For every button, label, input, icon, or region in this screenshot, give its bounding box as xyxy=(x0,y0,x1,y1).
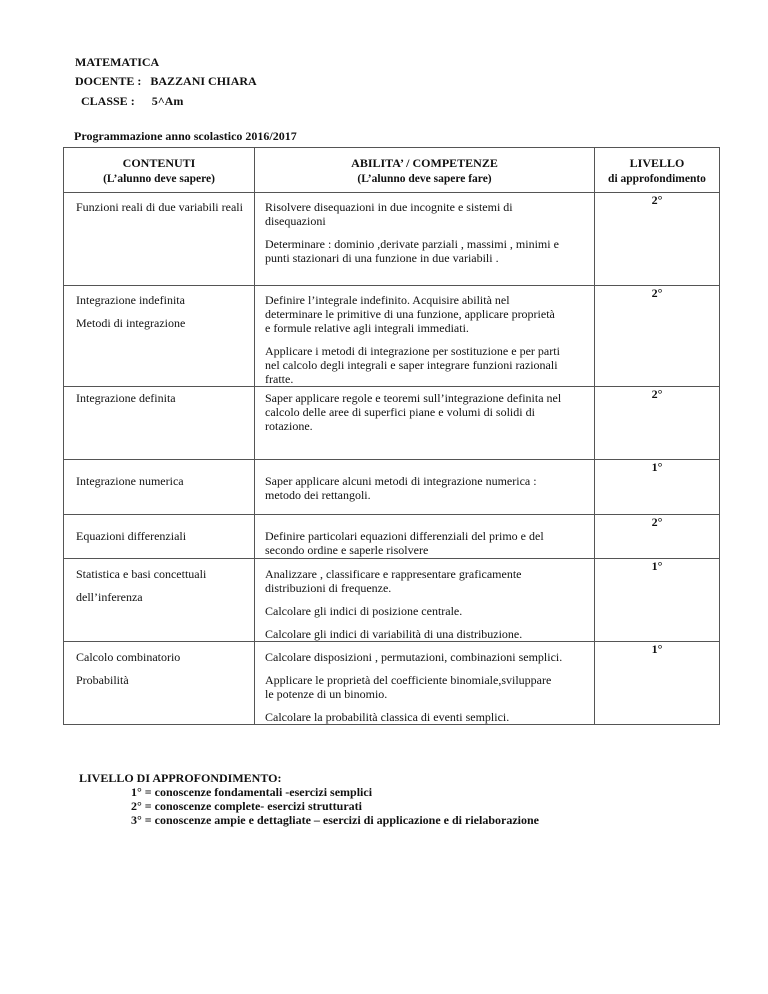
legend-item: 3° = conoscenze ampie e dettagliate – esercizi di applicazione e di rielaborazione xyxy=(131,813,539,827)
level-value: 2° xyxy=(651,387,663,401)
skill-line: fratte. xyxy=(265,372,294,386)
col-skills-title: ABILITA’ / COMPETENZE xyxy=(351,156,498,170)
skill-line: Calcolare disposizioni , permutazioni, combinazioni semplici. xyxy=(265,650,563,664)
skills-cell xyxy=(255,460,595,515)
col-skills-header xyxy=(255,148,595,193)
skill-paragraph xyxy=(265,710,584,724)
level-cell xyxy=(595,460,720,515)
skills-cell xyxy=(255,193,595,286)
skill-line: Calcolare la probabilità classica di eventi semplici. xyxy=(265,710,510,724)
contents-cell xyxy=(64,460,255,515)
skills-cell xyxy=(255,642,595,725)
subject-title: MATEMATICA xyxy=(75,55,160,69)
skill-paragraph xyxy=(265,529,584,557)
level-value: 1° xyxy=(651,642,663,656)
table-row xyxy=(64,286,720,387)
skill-line: nel calcolo degli integrali e saper integrare funzioni razionali xyxy=(265,358,558,372)
level-cell xyxy=(595,286,720,387)
skill-line: punti stazionari di una funzione in due variabili . xyxy=(265,251,499,265)
table-row xyxy=(64,193,720,286)
skill-line: Saper applicare alcuni metodi di integrazione numerica : xyxy=(265,474,537,488)
contents-cell xyxy=(64,559,255,642)
contents-cell xyxy=(64,193,255,286)
skill-line: metodo dei rettangoli. xyxy=(265,488,371,502)
col-level-title: LIVELLO xyxy=(629,156,685,170)
col-contents-title: CONTENUTI xyxy=(122,156,196,170)
skill-line: determinare le primitive di una funzione, applicare proprietà xyxy=(265,307,555,321)
class-line xyxy=(81,94,183,109)
level-value: 2° xyxy=(651,286,663,300)
skill-paragraph xyxy=(265,200,584,228)
content-item: Calcolo combinatorio xyxy=(76,650,181,664)
skill-line: Risolvere disequazioni in due incognite e sistemi di xyxy=(265,200,513,214)
program-table xyxy=(63,147,720,725)
skill-paragraph xyxy=(265,474,584,502)
skills-cell xyxy=(255,559,595,642)
level-cell xyxy=(595,642,720,725)
skill-line: Applicare le proprietà del coefficiente binomiale,sviluppare xyxy=(265,673,552,687)
skills-cell xyxy=(255,387,595,460)
skill-line: Definire l’integrale indefinito. Acquisire abilità nel xyxy=(265,293,510,307)
content-item: Integrazione indefinita xyxy=(76,293,185,307)
contents-cell xyxy=(64,387,255,460)
skill-paragraph xyxy=(265,650,584,664)
content-item: dell’inferenza xyxy=(76,590,143,604)
skill-line: rotazione. xyxy=(265,419,313,433)
skill-line: Saper applicare regole e teoremi sull’integrazione definita nel xyxy=(265,391,562,405)
col-level-subtitle: di approfondimento xyxy=(608,173,706,185)
level-cell xyxy=(595,387,720,460)
table-row xyxy=(64,559,720,642)
teacher-line xyxy=(75,74,257,89)
skill-line: Applicare i metodi di integrazione per sostituzione e per parti xyxy=(265,344,560,358)
skill-line: disequazioni xyxy=(265,214,326,228)
table-row xyxy=(64,642,720,725)
legend-item: 1° = conoscenze fondamentali -esercizi semplici xyxy=(131,785,373,799)
table-row xyxy=(64,387,720,460)
skill-line: distribuzioni di frequenze. xyxy=(265,581,392,595)
skill-line: Analizzare , classificare e rappresentare graficamente xyxy=(265,567,522,581)
skill-paragraph xyxy=(265,391,584,433)
level-cell xyxy=(595,515,720,559)
content-item: Integrazione numerica xyxy=(76,474,184,488)
col-contents-subtitle: (L’alunno deve sapere) xyxy=(103,173,215,185)
level-value: 1° xyxy=(651,460,663,474)
table-row xyxy=(64,460,720,515)
level-value: 2° xyxy=(651,515,663,529)
program-title: Programmazione anno scolastico 2016/2017 xyxy=(74,129,297,143)
contents-cell xyxy=(64,642,255,725)
level-value: 2° xyxy=(651,193,663,207)
skill-paragraph xyxy=(265,627,584,641)
class-label: CLASSE : xyxy=(81,94,135,108)
skill-line: calcolo delle aree di superfici piane e volumi di solidi di xyxy=(265,405,535,419)
table-header-row xyxy=(64,148,720,193)
content-item: Equazioni differenziali xyxy=(76,529,187,543)
level-legend xyxy=(79,771,539,827)
skill-paragraph xyxy=(265,237,584,265)
skill-paragraph xyxy=(265,293,584,335)
skill-line: Calcolare gli indici di variabilità di una distribuzione. xyxy=(265,627,523,641)
level-cell xyxy=(595,559,720,642)
level-cell xyxy=(595,193,720,286)
legend-item: 2° = conoscenze complete- esercizi strutturati xyxy=(131,799,362,813)
skills-cell xyxy=(255,286,595,387)
skill-paragraph xyxy=(265,673,584,701)
content-item: Integrazione definita xyxy=(76,391,176,405)
contents-cell xyxy=(64,515,255,559)
contents-cell xyxy=(64,286,255,387)
skill-line: Definire particolari equazioni differenziali del primo e del xyxy=(265,529,544,543)
content-item: Metodi di integrazione xyxy=(76,316,186,330)
skill-line: secondo ordine e saperle risolvere xyxy=(265,543,429,557)
table-row xyxy=(64,515,720,559)
legend-title: LIVELLO DI APPROFONDIMENTO: xyxy=(79,771,282,785)
teacher-name: BAZZANI CHIARA xyxy=(150,74,257,88)
col-skills-subtitle: (L’alunno deve sapere fare) xyxy=(357,173,492,185)
skill-paragraph xyxy=(265,567,584,595)
skill-paragraph xyxy=(265,604,584,618)
col-contents-header xyxy=(64,148,255,193)
class-value: 5^Am xyxy=(151,94,184,108)
content-item: Funzioni reali di due variabili reali xyxy=(76,200,243,214)
skill-line: Calcolare gli indici di posizione centrale. xyxy=(265,604,463,618)
teacher-label: DOCENTE : xyxy=(75,74,142,88)
skill-line: e formule relative agli integrali immediati. xyxy=(265,321,469,335)
level-value: 1° xyxy=(651,559,663,573)
skill-line: le potenze di un binomio. xyxy=(265,687,388,701)
content-item: Probabilità xyxy=(76,673,129,687)
skill-line: Determinare : dominio ,derivate parziali , massimi , minimi e xyxy=(265,237,559,251)
skill-paragraph xyxy=(265,344,584,386)
col-level-header xyxy=(595,148,720,193)
legend-items xyxy=(131,785,539,827)
skills-cell xyxy=(255,515,595,559)
content-item: Statistica e basi concettuali xyxy=(76,567,207,581)
